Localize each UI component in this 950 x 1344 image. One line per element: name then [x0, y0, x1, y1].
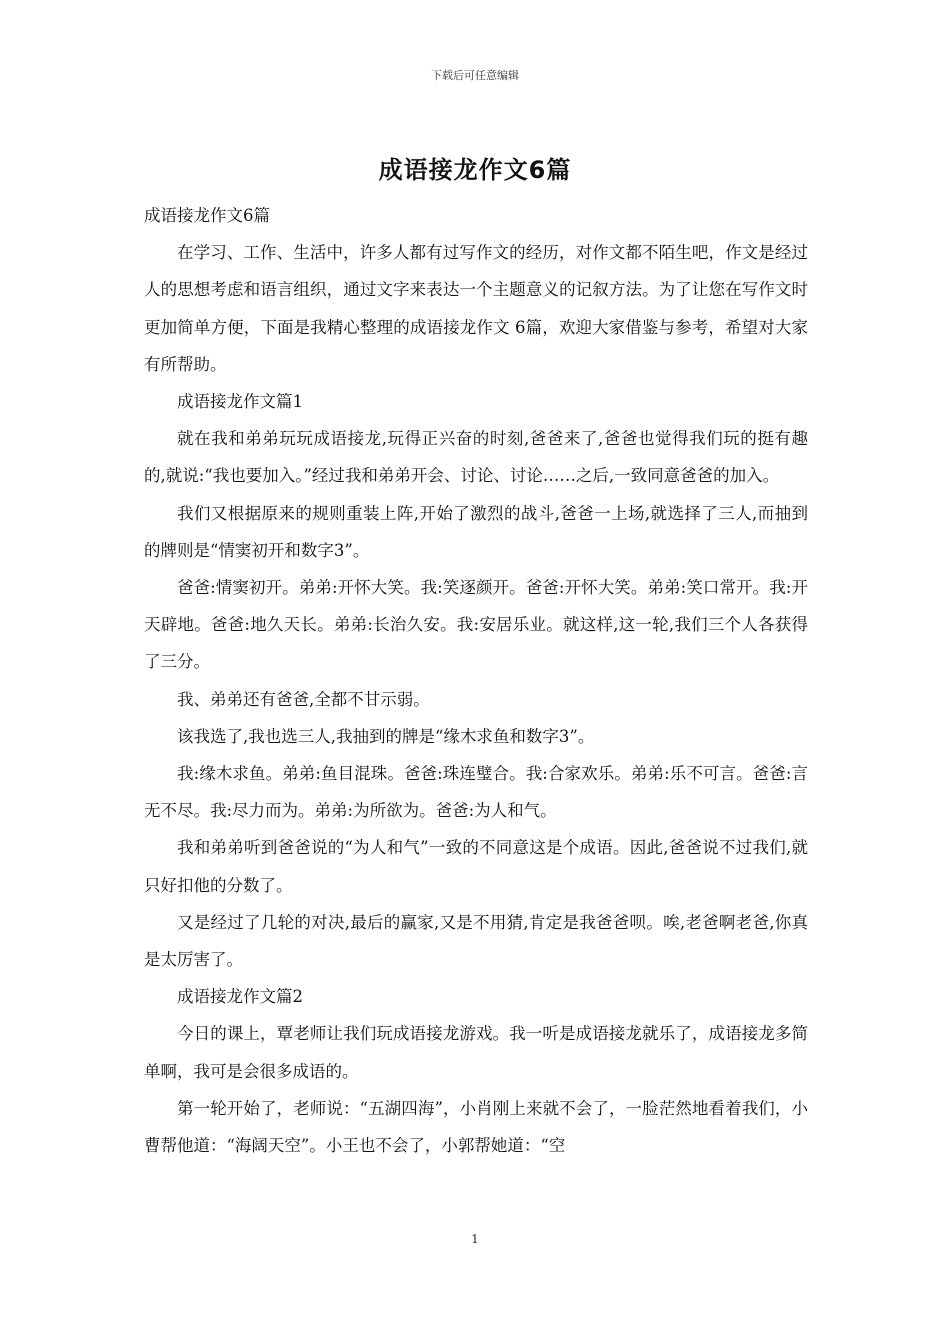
paragraph: 该我选了,我也选三人,我抽到的牌是“缘木求鱼和数字3”。 [177, 726, 595, 746]
document-title: 成语接龙作文6篇 [378, 156, 572, 184]
paragraph: 爸爸:情窦初开。弟弟:开怀大笑。我:笑逐颜开。爸爸:开怀大笑。弟弟:笑口常开。我:开天辟地。爸爸:地久天长。弟弟:长治久安。我:安居乐业。就这样,这一轮,我们三个人各获得了三分。 [144, 578, 808, 672]
paragraph: 我和弟弟听到爸爸说的“为人和气”一致的不同意这是个成语。因此,爸爸说不过我们,就只好扣他的分数了。 [144, 838, 808, 895]
paragraph: 我:缘木求鱼。弟弟:鱼目混珠。爸爸:珠连璧合。我:合家欢乐。弟弟:乐不可言。爸爸:言无不尽。我:尽力而为。弟弟:为所欲为。爸爸:为人和气。 [144, 764, 808, 821]
section-heading-1: 成语接龙作文篇1 [177, 392, 303, 412]
page-number: 1 [471, 1232, 479, 1246]
paragraph: 我们又根据原来的规则重装上阵,开始了激烈的战斗,爸爸一上场,就选择了三人,而抽到的牌则是“情窦初开和数字3”。 [144, 503, 808, 560]
header-note: 下载后可任意编辑 [431, 69, 519, 82]
section-heading-2: 成语接龙作文篇2 [177, 987, 303, 1007]
paragraph: 又是经过了几轮的对决,最后的赢家,又是不用猜,肯定是我爸爸呗。唉,老爸啊老爸,你真是太厉害了。 [144, 912, 808, 970]
paragraph: 第一轮开始了，老师说：“五湖四海”，小肖刚上来就不会了，一脸茫然地看着我们，小曹帮他道：“海阔天空”。小王也不会了，小郭帮她道：“空 [144, 1098, 808, 1156]
document-body [144, 197, 808, 1164]
paragraph: 今日的课上，覃老师让我们玩成语接龙游戏。我一听是成语接龙就乐了，成语接龙多简单啊，我可是会很多成语的。 [144, 1024, 808, 1081]
intro-paragraph: 在学习、工作、生活中，许多人都有过写作文的经历，对作文都不陌生吧，作文是经过人的思想考虑和语言组织，通过文字来表达一个主题意义的记叙方法。为了让您在写作文时更加简单方便，下面是我精心整理的成语接龙作文 6篇，欢迎大家借鉴与参考，希望对大家有所帮助。 [144, 243, 808, 374]
subtitle-paragraph: 成语接龙作文6篇 [144, 206, 270, 225]
paragraph: 就在我和弟弟玩玩成语接龙,玩得正兴奋的时刻,爸爸来了,爸爸也觉得我们玩的挺有趣的,就说:“我也要加入。”经过我和弟弟开会、讨论、讨论……之后,一致同意爸爸的加入。 [144, 429, 808, 486]
paragraph: 我、弟弟还有爸爸,全都不甘示弱。 [177, 689, 430, 709]
